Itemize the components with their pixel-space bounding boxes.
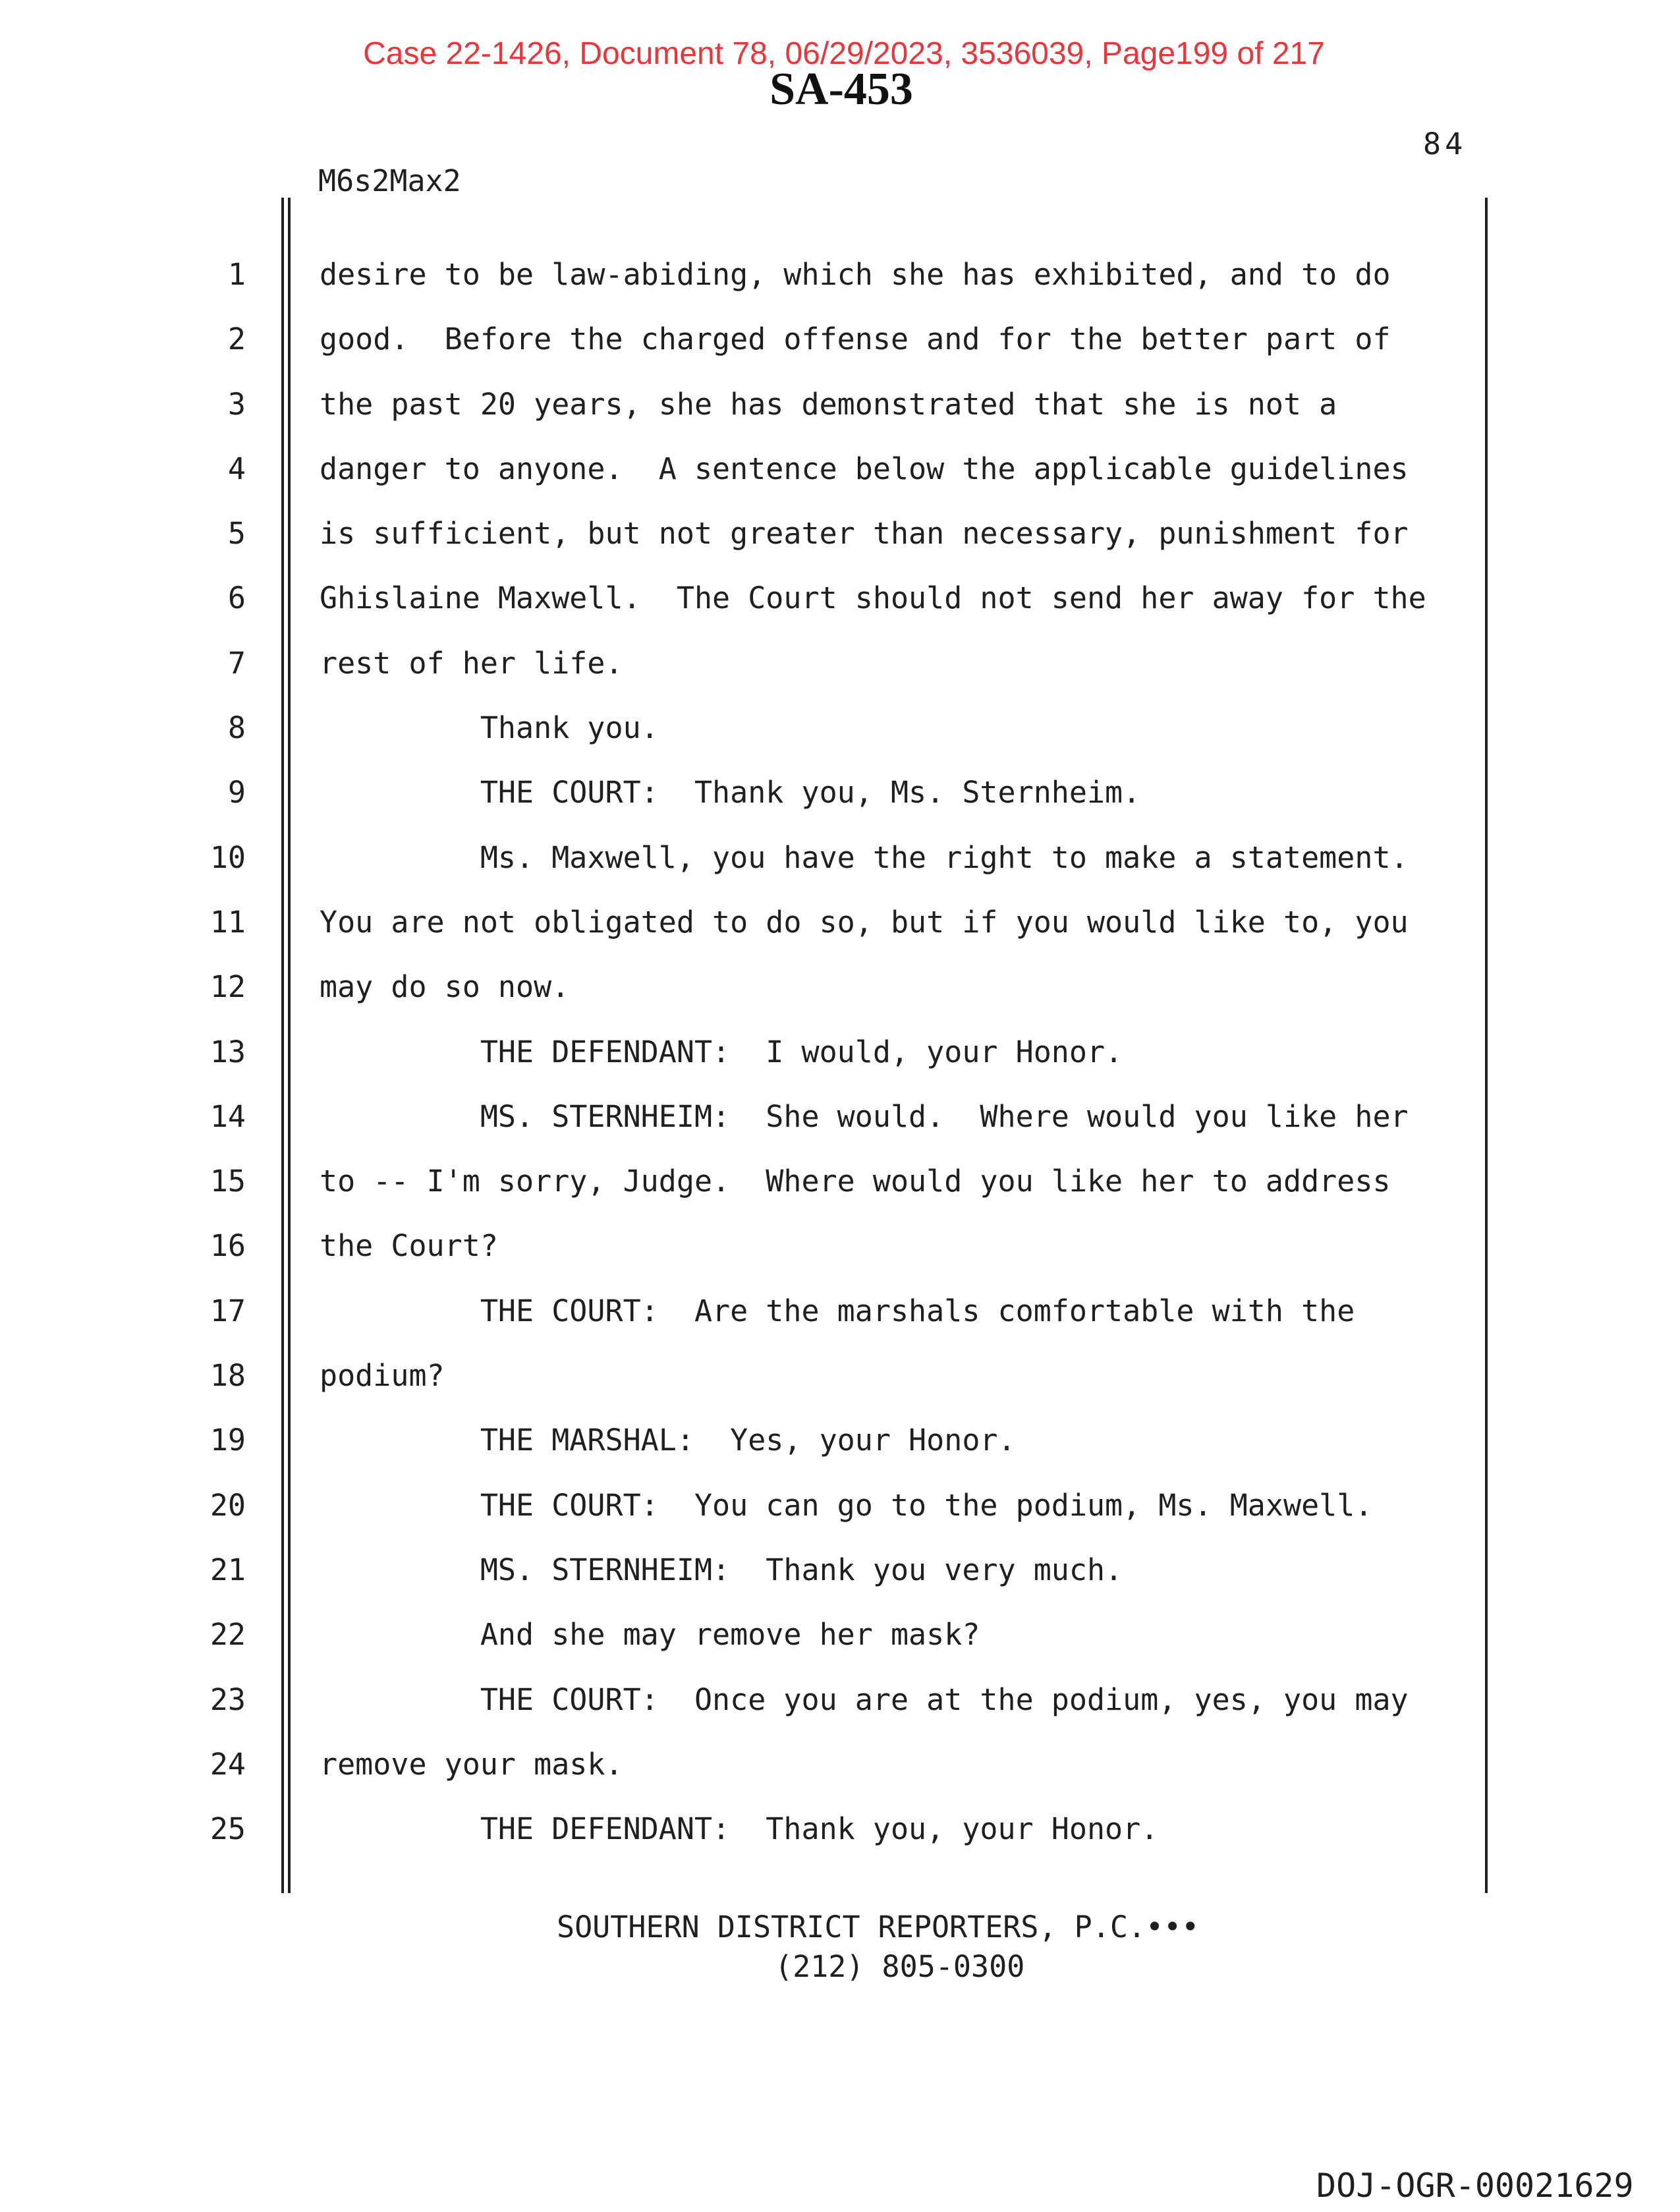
line-text: MS. STERNHEIM: She would. Where would you like her bbox=[320, 1098, 1409, 1134]
line-number: 13 bbox=[210, 1034, 246, 1069]
bates-number: DOJ-OGR-00021629 bbox=[1316, 2167, 1634, 2205]
transcript-line bbox=[132, 969, 1489, 1036]
transcript-line bbox=[132, 516, 1489, 583]
line-text: Thank you. bbox=[320, 710, 659, 746]
line-number: 20 bbox=[210, 1487, 246, 1523]
line-number: 1 bbox=[227, 257, 246, 292]
appendix-page-label: SA-453 bbox=[770, 64, 913, 115]
session-code: M6s2Max2 bbox=[318, 163, 461, 198]
transcript-line bbox=[132, 386, 1489, 454]
transcript-line bbox=[132, 904, 1489, 972]
line-number: 11 bbox=[210, 904, 246, 940]
line-text: THE COURT: Once you are at the podium, yes, you may bbox=[320, 1682, 1409, 1717]
transcript-line bbox=[132, 1552, 1489, 1620]
line-number: 14 bbox=[210, 1098, 246, 1134]
transcript-line bbox=[132, 775, 1489, 842]
transcript-line bbox=[132, 1487, 1489, 1555]
line-number: 18 bbox=[210, 1358, 246, 1394]
line-number: 3 bbox=[227, 386, 246, 422]
line-text: THE DEFENDANT: I would, your Honor. bbox=[320, 1034, 1123, 1069]
transcript-line bbox=[132, 1098, 1489, 1166]
line-text: Ghislaine Maxwell. The Court should not send her away for the bbox=[320, 581, 1426, 616]
line-number: 8 bbox=[227, 710, 246, 746]
transcript-line bbox=[132, 1166, 1489, 1231]
line-text: THE DEFENDANT: Thank you, your Honor. bbox=[320, 1811, 1159, 1847]
line-number: 7 bbox=[227, 645, 246, 681]
line-number: 22 bbox=[210, 1617, 246, 1653]
line-text: Ms. Maxwell, you have the right to make a statement. bbox=[320, 839, 1409, 875]
line-text: You are not obligated to do so, but if you would like to, you bbox=[320, 904, 1409, 940]
line-number: 4 bbox=[227, 451, 246, 486]
transcript-page-number: 84 bbox=[1423, 127, 1467, 161]
reporter-firm-line: SOUTHERN DISTRICT REPORTERS, P.C.••• bbox=[557, 1910, 1200, 1944]
transcript-line bbox=[132, 645, 1489, 713]
line-text: may do so now. bbox=[320, 969, 570, 1005]
line-text: THE COURT: Thank you, Ms. Sternheim. bbox=[320, 775, 1141, 810]
line-text: rest of her life. bbox=[320, 645, 623, 681]
line-text: to -- I'm sorry, Judge. Where would you like her to address bbox=[320, 1164, 1391, 1199]
line-number: 17 bbox=[210, 1293, 246, 1328]
line-text: remove your mask. bbox=[320, 1746, 623, 1782]
transcript-line bbox=[132, 1682, 1489, 1749]
transcript-line bbox=[132, 1746, 1489, 1814]
line-text: danger to anyone. A sentence below the applicable guidelines bbox=[320, 451, 1409, 486]
transcript-line bbox=[132, 839, 1489, 907]
line-text: is sufficient, but not greater than necessary, punishment for bbox=[320, 516, 1409, 552]
line-text: THE COURT: You can go to the podium, Ms. Maxwell. bbox=[320, 1487, 1373, 1523]
transcript-line bbox=[132, 583, 1489, 648]
line-number: 15 bbox=[210, 1164, 246, 1199]
line-text: good. Before the charged offense and for the better part of bbox=[320, 322, 1391, 357]
transcript-line bbox=[132, 710, 1489, 778]
line-number: 16 bbox=[210, 1228, 246, 1264]
transcript-line bbox=[132, 1228, 1489, 1295]
line-text: THE MARSHAL: Yes, your Honor. bbox=[320, 1423, 1016, 1458]
line-number: 5 bbox=[227, 516, 246, 552]
transcript-line bbox=[132, 1034, 1489, 1102]
line-number: 24 bbox=[210, 1746, 246, 1782]
transcript-line bbox=[132, 1293, 1489, 1361]
line-number: 10 bbox=[210, 839, 246, 875]
line-number: 9 bbox=[227, 775, 246, 810]
line-text: THE COURT: Are the marshals comfortable with the bbox=[320, 1293, 1355, 1328]
line-number: 25 bbox=[210, 1811, 246, 1847]
transcript-line bbox=[132, 1617, 1489, 1684]
transcript-line bbox=[132, 1358, 1489, 1425]
transcript-line bbox=[132, 451, 1489, 519]
line-text: desire to be law-abiding, which she has exhibited, and to do bbox=[320, 257, 1391, 292]
line-text: MS. STERNHEIM: Thank you very much. bbox=[320, 1552, 1123, 1587]
line-text: podium? bbox=[320, 1358, 445, 1394]
line-text: And she may remove her mask? bbox=[320, 1617, 980, 1653]
line-number: 12 bbox=[210, 969, 246, 1005]
case-caption-stamp: Case 22-1426, Document 78, 06/29/2023, 3536039, Page199 of 217 bbox=[363, 36, 1325, 71]
line-number: 21 bbox=[210, 1552, 246, 1587]
line-text: the Court? bbox=[320, 1228, 498, 1264]
transcript-line bbox=[132, 324, 1489, 389]
line-number: 2 bbox=[227, 322, 246, 357]
transcript-line bbox=[132, 1425, 1489, 1490]
line-number: 23 bbox=[210, 1682, 246, 1717]
transcript-body bbox=[132, 257, 1489, 1879]
line-number: 6 bbox=[227, 581, 246, 616]
transcript-line bbox=[132, 1811, 1489, 1879]
line-text: the past 20 years, she has demonstrated that she is not a bbox=[320, 386, 1337, 422]
reporter-phone-line: (212) 805-0300 bbox=[775, 1949, 1025, 1984]
line-number: 19 bbox=[210, 1423, 246, 1458]
transcript-line bbox=[132, 257, 1489, 324]
